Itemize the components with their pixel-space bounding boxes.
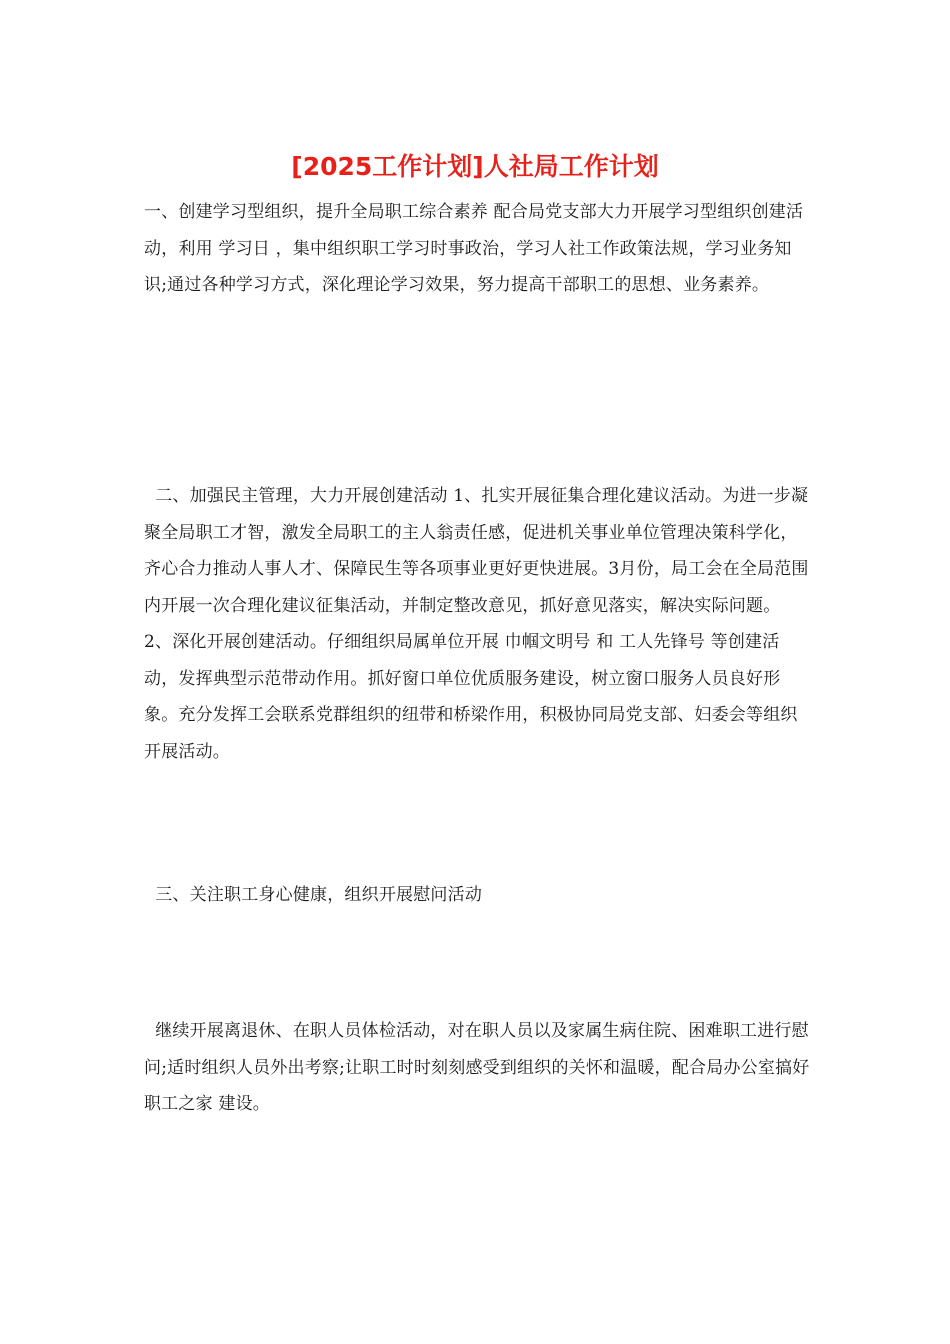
paragraph-section-3-heading: 三、关注职工身心健康，组织开展慰问活动 bbox=[144, 885, 483, 905]
document-title: [2025工作计划]人社局工作计划 bbox=[291, 152, 659, 181]
paragraph-section-1: 一、创建学习型组织，提升全局职工综合素养 配合局党支部大力开展学习型组织创建活动，利用 学习日 ，集中组织职工学习时事政治，学习人社工作政策法规，学习业务知识;通过各种学习方式，深化理论学习效果，努力提高干部职工的思想、业务素养。 bbox=[144, 202, 804, 295]
paragraph-section-3-body: 继续开展离退休、在职人员体检活动，对在职人员以及家属生病住院、困难职工进行慰问;适时组织人员外出考察;让职工时时刻刻感受到组织的关怀和温暖，配合局办公室搞好 职工之家 建设。 bbox=[144, 1021, 816, 1114]
paragraph-section-2: 二、加强民主管理，大力开展创建活动 1、扎实开展征集合理化建议活动。为进一步凝聚全局职工才智，激发全局职工的主人翁责任感，促进机关事业单位管理决策科学化，齐心合力推动人事人才、保障民生等各项事业更好更快进展。3月份，局工会在全局范围内开展一次合理化建议征集活动，并制定整改意见，抓好意见落实，解决实际问题。 2、深化开展创建活动。仔细组织局属单位开展 巾帼文明号 和 工人先锋号 等创建活动，发挥典型示范带动作用。抓好窗口单位优质服务建设，树立窗口服务人员良好形象。充分发挥工会联系党群组织的纽带和桥梁作用，积极协同局党支部、妇委会等组织开展活动。 bbox=[144, 486, 809, 762]
